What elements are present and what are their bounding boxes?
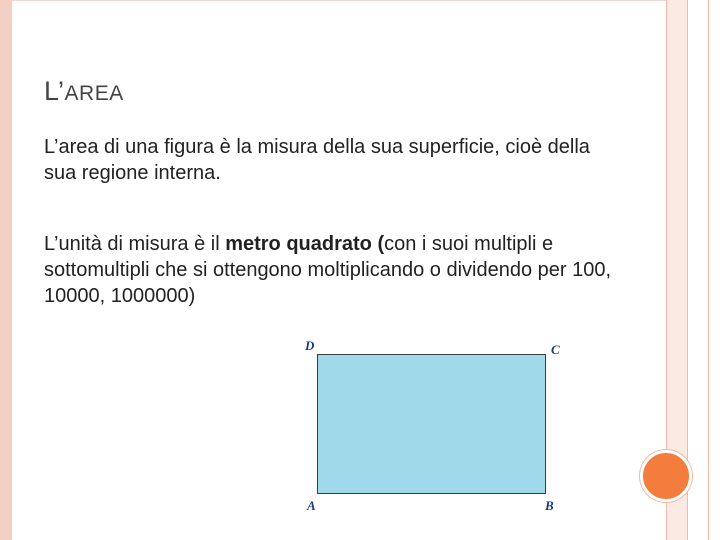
vertex-label-b: B bbox=[545, 498, 554, 513]
frame-left-bar bbox=[0, 0, 12, 540]
vertex-label-d: D bbox=[305, 338, 315, 353]
paragraph-unit bbox=[44, 231, 624, 309]
paragraph-unit-bold: metro quadrato ( bbox=[225, 233, 385, 255]
paragraph-unit-after: con i suoi multipli e sottomultipli che si ottengono moltiplicando o dividendo per 100, 10000, 1000000) bbox=[44, 233, 612, 307]
frame-top-line bbox=[12, 0, 666, 1]
title-rest: AREA bbox=[64, 82, 124, 105]
rectangle-figure bbox=[317, 354, 546, 494]
paragraph-unit-before: L’unità di misura è il bbox=[44, 233, 226, 255]
slide-title bbox=[44, 76, 124, 107]
title-prefix: L’ bbox=[44, 76, 65, 106]
vertex-label-c: C bbox=[551, 342, 560, 357]
frame-right-line bbox=[708, 0, 709, 540]
decorative-circle bbox=[640, 450, 692, 502]
paragraph-definition: L’area di una figura è la misura della sua superficie, cioè della sua regione interna. bbox=[44, 136, 590, 184]
vertex-label-a: A bbox=[307, 498, 316, 513]
